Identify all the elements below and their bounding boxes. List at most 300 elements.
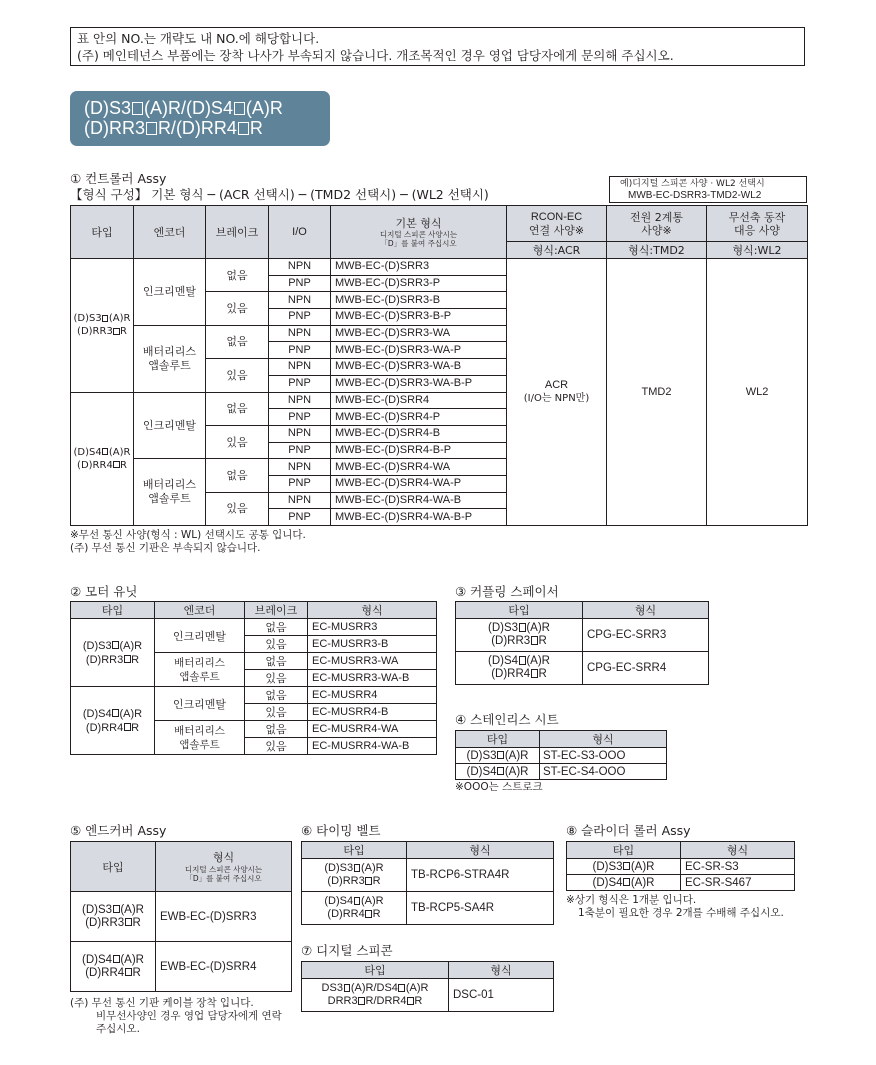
text <box>302 979 554 1012</box>
blank-square-icon <box>132 102 143 115</box>
table-cell: MWB-EC-(D)SRR3-WA-B-P <box>331 375 507 392</box>
encoder-cell <box>134 325 206 392</box>
blank-square-icon <box>497 767 504 775</box>
table-row <box>71 259 808 276</box>
text: (A)R <box>361 895 384 907</box>
text <box>456 655 582 668</box>
header-model: 형식 <box>407 842 554 859</box>
table-cell <box>456 652 583 685</box>
table-cell: 없음 <box>245 687 308 704</box>
encoder-cell <box>134 459 206 526</box>
text <box>71 206 808 259</box>
series-badge <box>70 91 330 146</box>
motor-title: ② 모터 유닛 <box>70 584 138 599</box>
blank-square-icon <box>124 655 131 663</box>
header-encoder: 엔코더 <box>155 602 245 619</box>
table-cell: ST-EC-S3-OOO <box>540 748 667 764</box>
controller-note-1: ※무선 통신 사양(형식 : WL) 선택시도 공통 입니다. <box>70 529 306 541</box>
text: (D)S3 <box>324 862 354 874</box>
slider-note-1: ※상기 형식은 1개분 입니다. <box>566 894 697 906</box>
text <box>567 859 795 891</box>
blank-square-icon <box>407 997 414 1005</box>
text: 연결 사양※ <box>528 223 585 237</box>
text: (A)R/DS4 <box>350 982 398 994</box>
table-cell <box>71 942 156 992</box>
text: 디지털 스피콘 사양시는 <box>379 229 458 239</box>
text: (D)RR3 <box>327 875 365 887</box>
text <box>71 325 133 338</box>
table-cell: MWB-EC-(D)SRR3-WA <box>331 325 507 342</box>
brake-cell: 없음 <box>206 259 269 292</box>
text <box>456 668 582 681</box>
table-cell: 있음 <box>206 425 269 458</box>
table-row <box>71 842 292 892</box>
table-cell: MWB-EC-(D)SRR4 <box>331 392 507 409</box>
table-row <box>302 842 554 859</box>
text: R <box>120 326 127 338</box>
text <box>71 602 437 619</box>
table-cell: 없음 <box>206 459 269 492</box>
tmd2-cell: TMD2 <box>607 259 707 526</box>
table-cell: CPG-EC-SRR3 <box>583 619 709 652</box>
table-cell <box>71 892 156 942</box>
text <box>302 908 406 921</box>
text <box>456 602 709 619</box>
text <box>302 875 406 888</box>
table-cell: NPN <box>269 359 331 376</box>
table-cell: EWB-EC-(D)SRR4 <box>156 942 292 992</box>
table-cell: PNP <box>269 509 331 526</box>
text: 「D」를 붙여 주십시오 <box>380 238 457 248</box>
table-cell: MWB-EC-(D)SRR3-P <box>331 275 507 292</box>
table-cell: EC-SR-S3 <box>681 859 795 875</box>
table-cell: EC-SR-S467 <box>681 875 795 891</box>
table-row <box>71 942 292 992</box>
blank-square-icon <box>112 641 119 649</box>
blank-square-icon <box>102 448 108 455</box>
table-cell: EC-MUSRR4-WA <box>308 721 437 738</box>
text: R <box>120 459 127 471</box>
text: 기본 형식 <box>395 216 442 230</box>
table-row <box>302 859 554 892</box>
text <box>71 259 808 526</box>
text: (D)S4 <box>82 953 113 966</box>
table-cell: EWB-EC-(D)SRR3 <box>156 892 292 942</box>
table-cell: 없음 <box>245 721 308 738</box>
table-row <box>71 619 437 636</box>
blank-square-icon <box>125 918 132 926</box>
text: R <box>249 118 263 138</box>
coupling-title: ③ 커플링 스페이서 <box>455 584 559 599</box>
table-row <box>456 764 667 780</box>
text: (A)R <box>526 622 550 634</box>
text <box>456 619 709 685</box>
table-cell: MWB-EC-(D)SRR3-B <box>331 292 507 309</box>
table-cell: MWB-EC-(D)SRR4-B-P <box>331 442 507 459</box>
text: (D)RR3 <box>85 916 125 929</box>
header-rcon <box>507 206 607 242</box>
text <box>456 635 582 648</box>
text: R <box>372 875 381 887</box>
header-model: 형식 <box>308 602 437 619</box>
table-cell: PNP <box>269 475 331 492</box>
acr-cell <box>507 259 607 526</box>
text: DRR3 <box>327 995 358 1007</box>
table-row <box>71 602 437 619</box>
table-cell: TB-RCP6-STRA4R <box>407 859 554 892</box>
table-row <box>567 859 795 875</box>
text <box>71 954 155 967</box>
blank-square-icon <box>146 122 157 135</box>
text <box>71 653 154 667</box>
text <box>71 639 154 653</box>
blank-square-icon <box>113 328 119 335</box>
text <box>71 842 292 892</box>
text: 배터리리스 <box>174 724 225 737</box>
blank-square-icon <box>358 997 365 1005</box>
table-cell: EC-MUSRR3 <box>308 619 437 636</box>
text <box>71 917 155 930</box>
header-power <box>607 206 707 242</box>
table-row <box>456 602 709 619</box>
table-cell <box>155 721 245 755</box>
table-cell: EC-MUSRR3-WA-B <box>308 670 437 687</box>
header-power-model: 형식:TMD2 <box>607 242 707 259</box>
table-cell: 인크리멘탈 <box>155 687 245 721</box>
table-cell: NPN <box>269 425 331 442</box>
header-type: 타입 <box>302 962 449 979</box>
table-row <box>567 875 795 891</box>
text: R <box>131 653 140 666</box>
table-cell: 없음 <box>206 392 269 425</box>
text: (A)R <box>630 860 655 873</box>
blank-square-icon <box>124 723 131 731</box>
table-cell: MWB-EC-(D)SRR4-WA <box>331 459 507 476</box>
table-cell <box>302 859 407 892</box>
header-type: 타입 <box>71 206 134 259</box>
text: (A)R <box>526 655 550 667</box>
text <box>456 748 667 780</box>
text: (A)R <box>405 982 429 994</box>
text: 앱솔루트 <box>148 492 191 506</box>
table-row <box>71 687 437 704</box>
table-row <box>302 962 554 979</box>
table-cell: EC-MUSRR4-WA-B <box>308 738 437 755</box>
text <box>71 967 155 980</box>
belt-table <box>301 841 554 925</box>
text: R <box>414 995 423 1007</box>
text: 앱솔루트 <box>179 738 220 751</box>
endcover-footnote-2: 비무선사양인 경우 영업 담당자에게 연락 <box>96 1010 282 1022</box>
table-row <box>567 842 795 859</box>
text: 배터리리스 <box>142 344 197 358</box>
text <box>302 995 448 1008</box>
text: RCON-EC <box>530 210 583 223</box>
blank-square-icon <box>365 910 372 918</box>
text: (A)R <box>119 639 143 652</box>
table-cell <box>456 748 540 764</box>
blank-square-icon <box>113 955 120 963</box>
blank-square-icon <box>112 709 119 717</box>
example-box <box>609 176 807 203</box>
controller-title: ① 컨트롤러 Assy <box>70 171 167 186</box>
text: 앱솔루트 <box>148 358 191 372</box>
header-type: 타입 <box>302 842 407 859</box>
text <box>71 312 133 325</box>
text: (D)S4 <box>592 876 623 889</box>
text: (D)S3 <box>466 749 497 762</box>
text: (D)RR3 <box>491 635 531 647</box>
type-cell-s3 <box>71 619 155 687</box>
encoder-cell: 인크리멘탈 <box>134 392 206 459</box>
header-rcon-model: 형식:ACR <box>507 242 607 259</box>
text: 앱솔루트 <box>179 670 220 683</box>
blank-square-icon <box>234 102 245 115</box>
text: (D)S3 <box>82 903 113 916</box>
blank-square-icon <box>113 905 120 913</box>
header-model: 형식 <box>681 842 795 859</box>
text: 형식 <box>212 850 235 864</box>
blank-square-icon <box>238 122 249 135</box>
blank-square-icon <box>102 315 108 322</box>
spicon-table <box>301 961 554 1012</box>
text <box>302 859 554 925</box>
motor-table <box>70 601 437 755</box>
text: (A)R <box>504 765 529 778</box>
notice-box <box>70 27 805 66</box>
text <box>456 622 582 635</box>
table-row <box>456 748 667 764</box>
wl2-cell: WL2 <box>707 259 808 526</box>
table-cell: 없음 <box>206 325 269 358</box>
text <box>71 446 133 459</box>
text: 사양※ <box>641 223 672 237</box>
text: R/DRR4 <box>365 995 407 1007</box>
controller-note-2: (주) 무선 통신 기판은 부속되지 않습니다. <box>70 542 261 554</box>
text: (A)R <box>108 446 131 458</box>
table-cell: MWB-EC-(D)SRR4-WA-P <box>331 475 507 492</box>
blank-square-icon <box>497 751 504 759</box>
blank-square-icon <box>623 878 630 886</box>
table-cell <box>155 653 245 687</box>
blank-square-icon <box>354 897 361 905</box>
text <box>302 842 554 859</box>
table-cell <box>456 619 583 652</box>
text <box>71 459 133 472</box>
table-cell: NPN <box>269 325 331 342</box>
text: R <box>131 721 140 734</box>
text: 전원 2계통 <box>630 210 683 224</box>
io-cell: NPN <box>269 259 331 276</box>
text: (D)RR4 <box>85 721 124 734</box>
table-cell: 있음 <box>245 636 308 653</box>
header-io: I/O <box>269 206 331 259</box>
blank-square-icon <box>531 636 538 644</box>
stainless-table <box>455 730 667 780</box>
text <box>302 982 448 995</box>
blank-square-icon <box>125 968 132 976</box>
header-model <box>156 842 292 892</box>
table-cell: PNP <box>269 442 331 459</box>
table-row <box>302 979 554 1012</box>
blank-square-icon <box>344 984 351 992</box>
text <box>71 619 437 755</box>
series-badge-line-2 <box>84 118 330 138</box>
table-row <box>456 731 667 748</box>
text <box>302 962 554 979</box>
text: (A)R <box>120 903 144 916</box>
table-cell: ST-EC-S4-OOO <box>540 764 667 780</box>
table-cell: MWB-EC-(D)SRR4-P <box>331 409 507 426</box>
table-cell: PNP <box>269 342 331 359</box>
example-label: 예)디지털 스피콘 사양 · WL2 선택시 <box>620 179 765 189</box>
type-cell-s4 <box>71 687 155 755</box>
header-model: 형식 <box>449 962 554 979</box>
header-model: 형식 <box>583 602 709 619</box>
table-cell: MWB-EC-(D)SRR4-WA-B-P <box>331 509 507 526</box>
blank-square-icon <box>519 656 526 664</box>
series-badge-line-1 <box>84 98 330 118</box>
table-cell: PNP <box>269 409 331 426</box>
table-cell: 없음 <box>245 653 308 670</box>
text: 배터리리스 <box>142 478 197 492</box>
table-cell: 있음 <box>206 492 269 525</box>
text: 배터리리스 <box>174 656 225 669</box>
text: (A)R <box>630 876 655 889</box>
table-cell: NPN <box>269 392 331 409</box>
header-type: 타입 <box>71 602 155 619</box>
table-cell: 있음 <box>245 704 308 721</box>
table-cell: EC-MUSRR4-B <box>308 704 437 721</box>
table-row <box>302 892 554 925</box>
table-cell: MWB-EC-(D)SRR3-B-P <box>331 309 507 326</box>
text: (D)S4 <box>466 765 497 778</box>
blank-square-icon <box>623 862 630 870</box>
text: (D)S3 <box>84 98 132 118</box>
header-brake: 브레이크 <box>245 602 308 619</box>
table-cell: 있음 <box>206 292 269 325</box>
table-cell: 없음 <box>245 619 308 636</box>
text: 디지털 스피콘 사양시는 <box>184 864 263 874</box>
text: (D)RR3 <box>84 118 145 138</box>
table-cell: MWB-EC-(D)SRR3-WA-B <box>331 359 507 376</box>
slider-table <box>566 841 795 891</box>
endcover-footnote-3: 주십시오. <box>96 1023 140 1035</box>
controller-config: 【형식 구성】 기본 형식 ─ (ACR 선택시) ─ (TMD2 선택시) ─ (WL2 선택시) <box>70 187 489 202</box>
header-base-model <box>331 206 507 259</box>
endcover-table <box>70 841 292 992</box>
text: (I/O는 NPN만) <box>523 393 590 404</box>
type-cell-s4 <box>71 392 134 526</box>
blank-square-icon <box>365 877 372 885</box>
text: R <box>132 916 141 929</box>
text: (D)S4 <box>488 655 519 667</box>
text: (D)RR3 <box>85 653 124 666</box>
header-brake: 브레이크 <box>206 206 269 259</box>
blank-square-icon <box>354 864 361 872</box>
text <box>71 707 154 721</box>
table-cell <box>456 764 540 780</box>
blank-square-icon <box>113 461 119 468</box>
endcover-footnote-1: (주) 무선 통신 기판 케이블 장착 입니다. <box>70 997 254 1009</box>
type-cell-s3 <box>71 259 134 393</box>
encoder-cell: 인크리멘탈 <box>134 259 206 326</box>
table-cell <box>302 979 449 1012</box>
table-cell: MWB-EC-(D)SRR4-B <box>331 425 507 442</box>
table-row <box>71 892 292 942</box>
table-cell: PNP <box>269 275 331 292</box>
table-cell <box>567 859 681 875</box>
text: (A)R <box>361 862 384 874</box>
blank-square-icon <box>531 669 538 677</box>
stainless-title: ④ 스테인리스 시트 <box>455 712 559 727</box>
text: (D)S3 <box>82 639 112 652</box>
header-encoder: 엔코더 <box>134 206 206 259</box>
table-cell: DSC-01 <box>449 979 554 1012</box>
header-wireless <box>707 206 808 242</box>
header-type: 타입 <box>567 842 681 859</box>
text: (D)RR4 <box>327 908 365 920</box>
text: R/(D)RR4 <box>157 118 237 138</box>
blank-square-icon <box>519 623 526 631</box>
text: DS3 <box>321 982 343 994</box>
endcover-title: ⑤ 엔드커버 Assy <box>70 823 167 838</box>
model-cell: MWB-EC-(D)SRR3 <box>331 259 507 276</box>
header-type: 타입 <box>456 602 583 619</box>
table-cell <box>567 875 681 891</box>
text: (A)R/(D)S4 <box>143 98 233 118</box>
table-cell: 있음 <box>245 670 308 687</box>
table-cell <box>302 892 407 925</box>
table-cell: EC-MUSRR3-B <box>308 636 437 653</box>
table-cell: NPN <box>269 492 331 509</box>
table-cell: 인크리멘탈 <box>155 619 245 653</box>
table-cell: PNP <box>269 309 331 326</box>
controller-table <box>70 205 808 526</box>
table-cell: 있음 <box>245 738 308 755</box>
stainless-note: ※OOO는 스트로크 <box>455 781 543 793</box>
table-cell: 있음 <box>206 359 269 392</box>
table-row <box>456 652 709 685</box>
header-type: 타입 <box>71 842 156 892</box>
text <box>71 721 154 735</box>
text: (D)S4 <box>82 707 112 720</box>
text <box>71 892 292 992</box>
text: (D)S3 <box>488 622 519 634</box>
text: R <box>372 908 381 920</box>
table-cell: MWB-EC-(D)SRR3-WA-P <box>331 342 507 359</box>
text <box>567 842 795 859</box>
text: (A)R <box>119 707 143 720</box>
table-cell: MWB-EC-(D)SRR4-WA-B <box>331 492 507 509</box>
header-wireless-model: 형식:WL2 <box>707 242 808 259</box>
text: 대응 사양 <box>733 223 780 237</box>
belt-title: ⑥ 타이밍 벨트 <box>301 823 381 838</box>
text: (D)S4 <box>324 895 354 907</box>
text: (D)RR4 <box>77 459 113 471</box>
example-code: MWB-EC-DSRR3-TMD2-WL2 <box>628 190 762 201</box>
table-cell: NPN <box>269 459 331 476</box>
coupling-table <box>455 601 709 685</box>
text: R <box>538 635 547 647</box>
table-cell: EC-MUSRR4 <box>308 687 437 704</box>
table-row <box>456 619 709 652</box>
text: (A)R <box>120 953 144 966</box>
text: (D)RR4 <box>491 668 531 680</box>
text: (A)R <box>245 98 283 118</box>
text: R <box>132 966 141 979</box>
text: (D)RR4 <box>85 966 125 979</box>
